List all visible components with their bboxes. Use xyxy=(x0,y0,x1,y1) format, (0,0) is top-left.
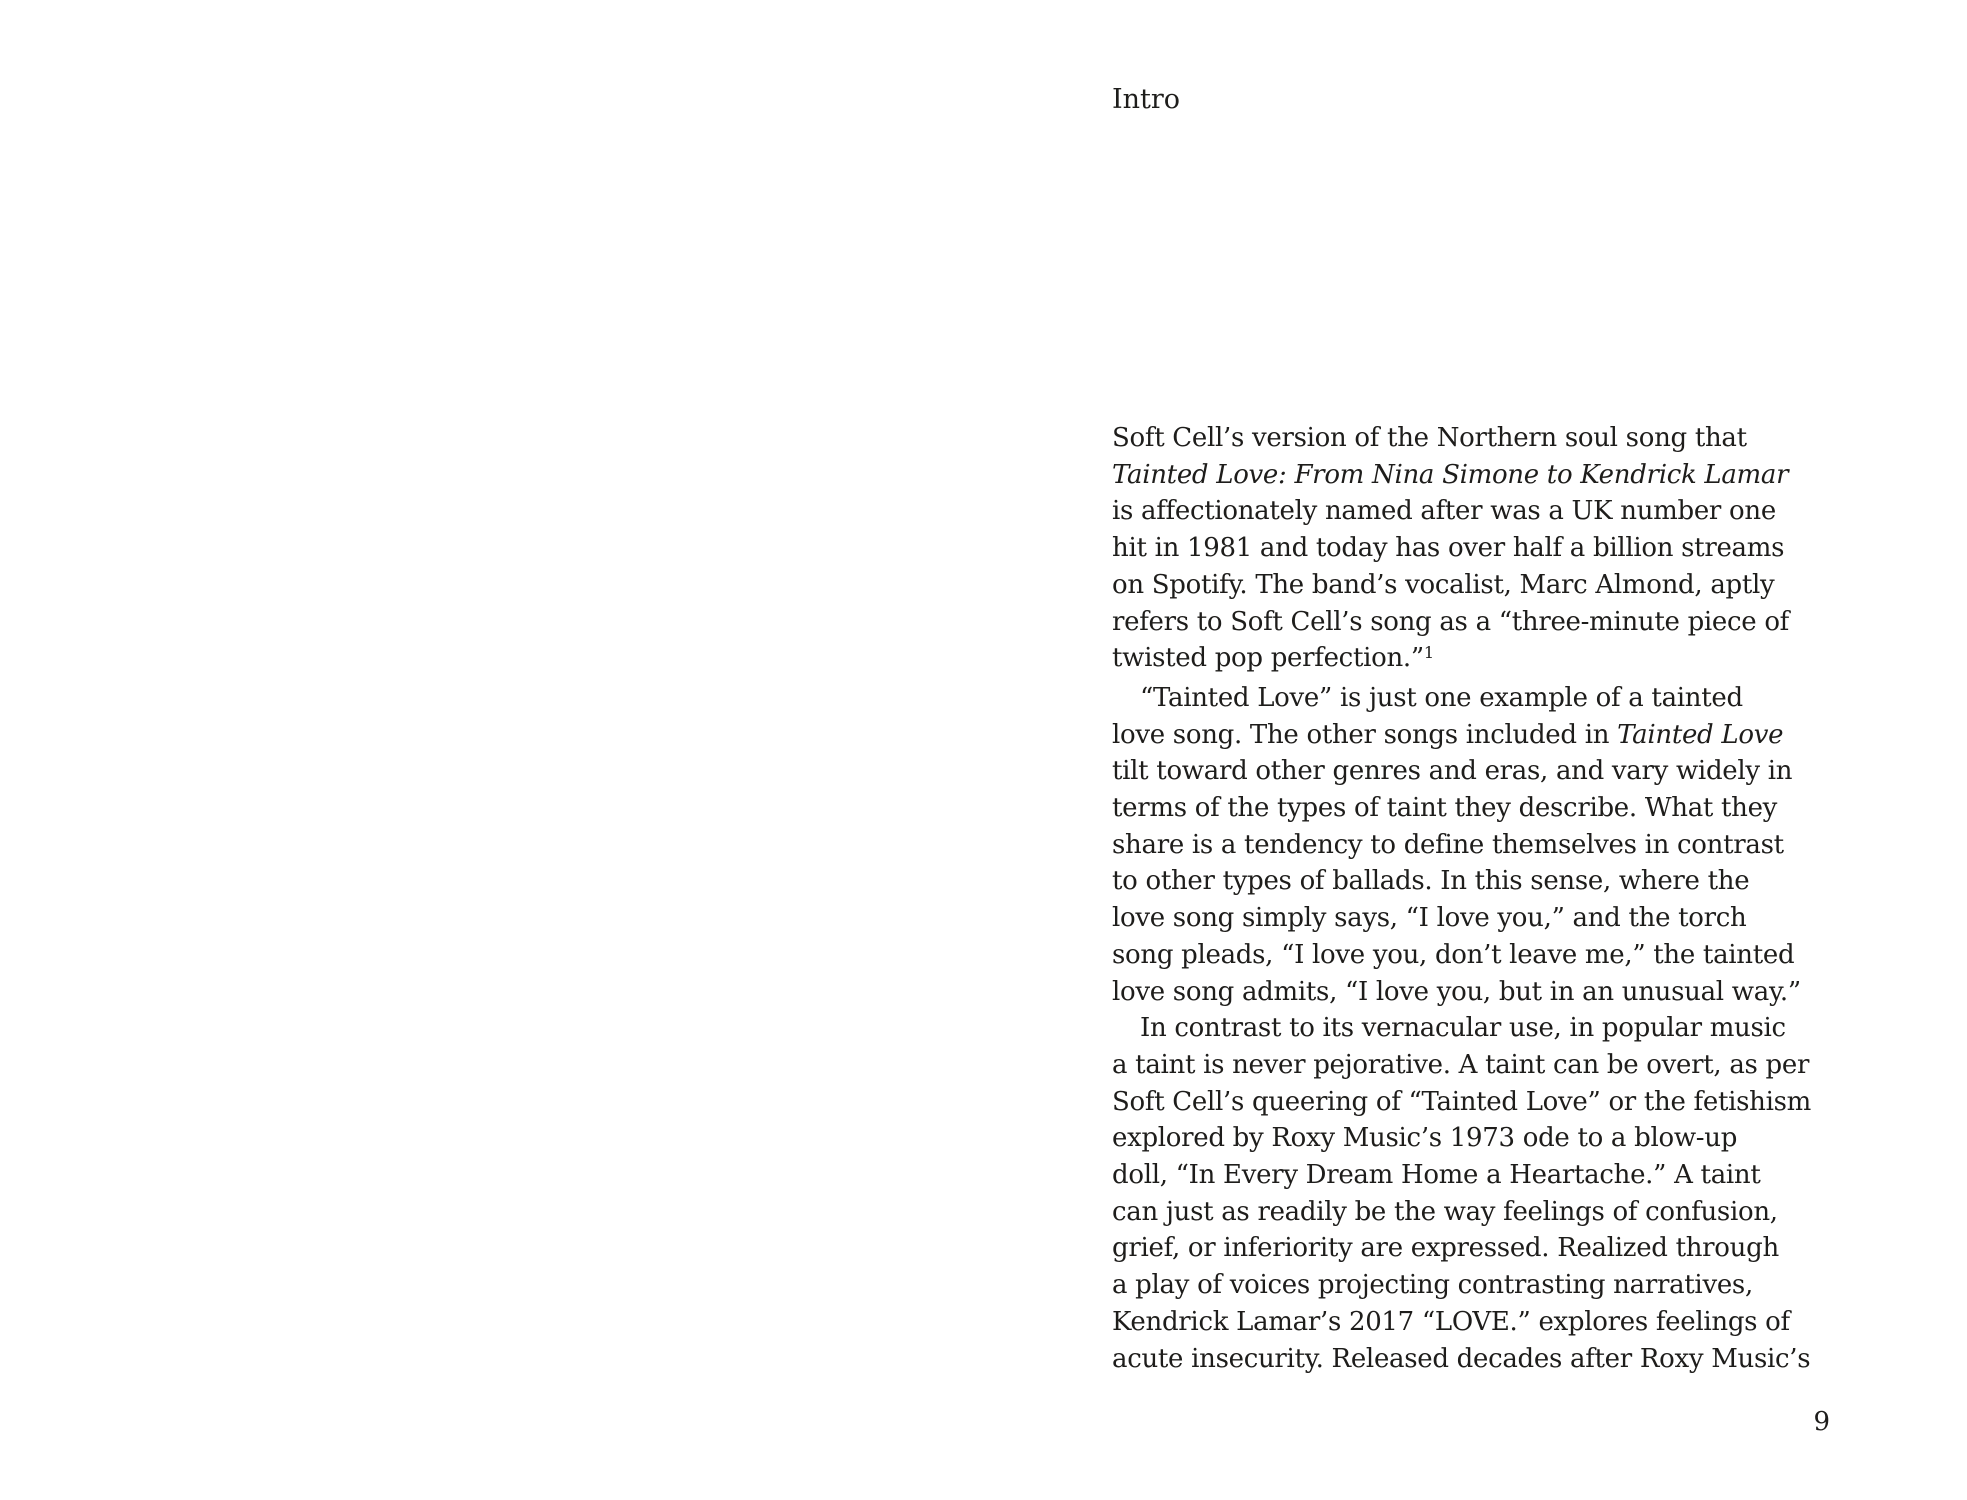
text-line xyxy=(1112,457,1872,494)
text-line xyxy=(1112,827,1872,864)
page-number: 9 xyxy=(1813,1407,1830,1437)
running-head: Intro xyxy=(1112,84,1181,115)
text-line xyxy=(1112,1194,1872,1231)
text-segment: terms of the types of taint they describe. What they xyxy=(1112,793,1778,824)
text-line xyxy=(1112,1010,1872,1047)
text-line xyxy=(1112,420,1872,457)
text-segment: love song. The other songs included in xyxy=(1112,719,1618,750)
text-segment: refers to Soft Cell’s song as a “three-minute piece of xyxy=(1112,606,1790,637)
text-segment: acute insecurity. Released decades after Roxy Music’s xyxy=(1112,1343,1811,1374)
text-segment: on Spotify. The band’s vocalist, Marc Almond, aptly xyxy=(1112,569,1775,600)
text-line xyxy=(1112,1120,1872,1157)
text-segment: love song admits, “I love you, but in an unusual way.” xyxy=(1112,976,1801,1007)
text-line xyxy=(1112,974,1872,1011)
text-segment: a play of voices projecting contrasting narratives, xyxy=(1112,1270,1753,1301)
text-segment: Soft Cell’s version of the Northern soul song that xyxy=(1112,423,1747,453)
text-segment: Tainted Love: From Nina Simone to Kendrick Lamar xyxy=(1112,459,1789,490)
text-line xyxy=(1112,1304,1872,1341)
text-line xyxy=(1112,717,1872,754)
text-line xyxy=(1112,1157,1872,1194)
text-segment: Tainted Love xyxy=(1617,719,1784,750)
text-segment: Soft Cell’s queering of “Tainted Love” or the fetishism xyxy=(1112,1086,1812,1117)
text-line xyxy=(1112,863,1872,900)
footnote-marker: 1 xyxy=(1423,643,1435,663)
text-segment: grief, or inferiority are expressed. Realized through xyxy=(1112,1233,1779,1264)
text-line xyxy=(1112,1084,1872,1121)
text-line xyxy=(1112,790,1872,827)
text-line xyxy=(1112,1267,1872,1304)
text-segment: hit in 1981 and today has over half a billion streams xyxy=(1112,533,1785,564)
text-segment: share is a tendency to define themselves in contrast xyxy=(1112,829,1784,860)
text-segment: song pleads, “I love you, don’t leave me,” the tainted xyxy=(1112,939,1795,970)
text-line xyxy=(1112,530,1872,567)
text-segment: explored by Roxy Music’s 1973 ode to a blow-up xyxy=(1112,1123,1738,1154)
text-line xyxy=(1112,680,1872,717)
text-segment: “Tainted Love” is just one example of a tainted xyxy=(1140,682,1743,713)
text-segment: twisted pop perfection.” xyxy=(1112,643,1424,674)
text-line xyxy=(1112,900,1872,937)
text-segment: love song simply says, “I love you,” and the torch xyxy=(1112,903,1747,934)
text-line xyxy=(1112,937,1872,974)
text-segment: In contrast to its vernacular use, in popular music xyxy=(1140,1013,1786,1044)
text-segment: is affectionately named after was a UK number one xyxy=(1112,496,1776,527)
text-line xyxy=(1112,640,1872,680)
text-line xyxy=(1112,604,1872,641)
text-line xyxy=(1112,753,1872,790)
text-line xyxy=(1112,1341,1872,1378)
text-segment: to other types of ballads. In this sense, where the xyxy=(1112,866,1750,897)
text-line xyxy=(1112,493,1872,530)
text-segment: a taint is never pejorative. A taint can be overt, as per xyxy=(1112,1049,1810,1080)
text-segment: Kendrick Lamar’s 2017 “LOVE.” explores feelings of xyxy=(1112,1306,1790,1337)
body-text xyxy=(1112,420,1872,1377)
text-line xyxy=(1112,567,1872,604)
text-segment: tilt toward other genres and eras, and vary widely in xyxy=(1112,756,1793,787)
text-line xyxy=(1112,1230,1872,1267)
text-line xyxy=(1112,1047,1872,1084)
text-segment: doll, “In Every Dream Home a Heartache.” A taint xyxy=(1112,1160,1761,1191)
text-segment: can just as readily be the way feelings of confusion, xyxy=(1112,1196,1778,1227)
